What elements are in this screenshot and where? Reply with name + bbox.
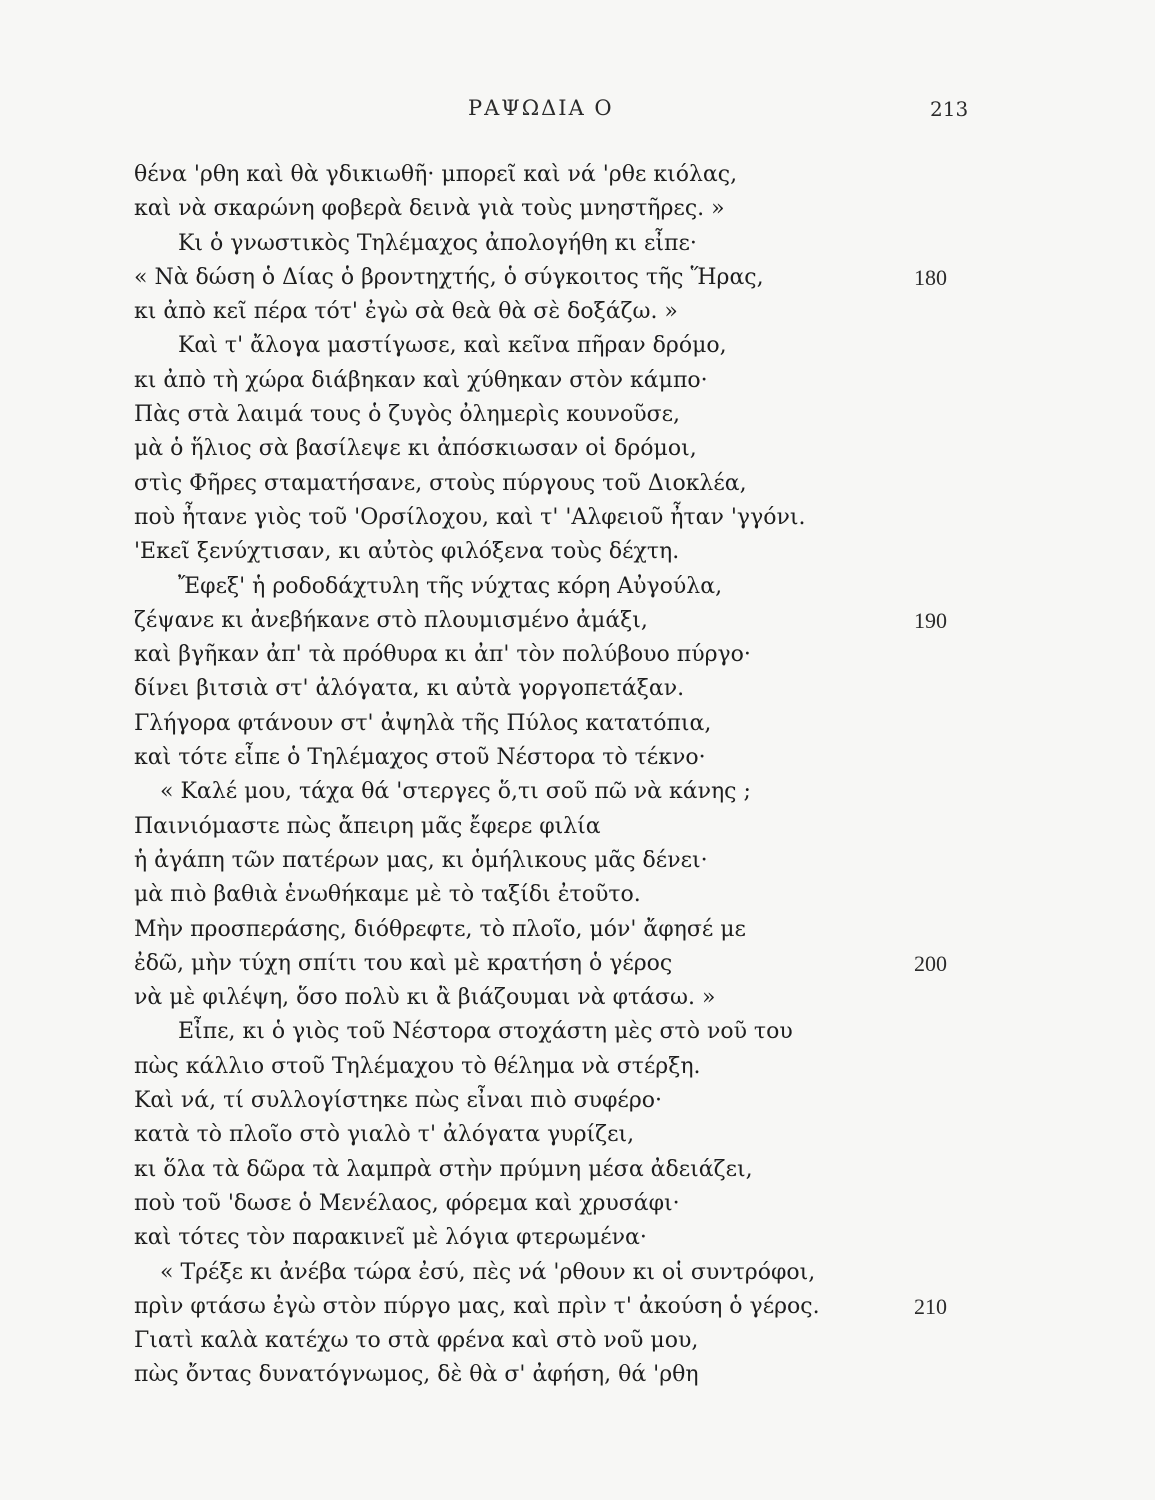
verse-line: [134, 1256, 974, 1290]
verse-text: κι ἀπὸ κεῖ πέρα τότ' ἐγὼ σὰ θεὰ θὰ σὲ δοξάζω. »: [134, 299, 678, 325]
verse-text: καὶ τότε εἶπε ὁ Τηλέμαχος στοῦ Νέστορα τὸ τέκνο·: [134, 745, 706, 771]
verse-line: [134, 672, 974, 706]
verse-text: « Καλέ μου, τάχα θά 'στεργες ὅ,τι σοῦ πῶ νὰ κάνης ;: [160, 779, 751, 805]
verse-line: [134, 570, 974, 604]
verse-text: Ἔφεξ' ἡ ροδοδάχτυλη τῆς νύχτας κόρη Αὐγούλα,: [178, 573, 723, 599]
verse-line: [134, 535, 974, 569]
verse-line: [134, 158, 974, 192]
verse-text: ἐδῶ, μὴν τύχη σπίτι του καὶ μὲ κρατήση ὁ γέρος: [134, 950, 673, 976]
verse-line: [134, 1221, 974, 1255]
verse-text: πρὶν φτάσω ἐγὼ στὸν πύργο μας, καὶ πρὶν τ' ἀκούση ὁ γέρος.: [134, 1293, 820, 1319]
verse-text: 'Εκεῖ ξενύχτισαν, κι αὐτὸς φιλόξενα τοὺς δέχτη.: [134, 539, 680, 565]
verse-text: καὶ τότες τὸν παρακινεῖ μὲ λόγια φτερωμένα·: [134, 1225, 647, 1251]
verse-text: κι ἀπὸ τὴ χώρα διάβηκαν καὶ χύθηκαν στὸν κάμπο·: [134, 367, 708, 393]
verse-text: κι ὅλα τὰ δῶρα τὰ λαμπρὰ στὴν πρύμνη μέσα ἀδειάζει,: [134, 1156, 753, 1182]
verse-line: [134, 1118, 974, 1152]
verse-text: καὶ βγῆκαν ἀπ' τὰ πρόθυρα κι ἀπ' τὸν πολύβουο πύργο·: [134, 642, 751, 668]
verse-line: [134, 844, 974, 878]
verse-text: ζέψανε κι ἀνεβήκανε στὸ πλουμισμένο ἀμάξι,: [134, 607, 648, 633]
line-number: 180: [914, 264, 947, 290]
verse-text: μὰ ὁ ἥλιος σὰ βασίλεψε κι ἀπόσκιωσαν οἱ δρόμοι,: [134, 436, 697, 462]
verse-line: [134, 1290, 974, 1324]
verse-line: [134, 604, 974, 638]
verse-text: Πὰς στὰ λαιμά τους ὁ ζυγὸς ὀλημερὶς κουνοῦσε,: [134, 402, 681, 428]
verse-line: [134, 1187, 974, 1221]
verse-line: [134, 810, 974, 844]
verse-text: Καὶ νά, τί συλλογίστηκε πὼς εἶναι πιὸ συφέρο·: [134, 1088, 662, 1114]
verse-line: [134, 227, 974, 261]
verse-line: [134, 741, 974, 775]
verse-line: [134, 364, 974, 398]
line-number: 190: [914, 607, 947, 633]
verse-line: [134, 1050, 974, 1084]
verse-text: θένα 'ρθη καὶ θὰ γδικιωθῆ· μπορεῖ καὶ νά 'ρθε κιόλας,: [134, 162, 738, 187]
verse-text: δίνει βιτσιὰ στ' ἀλόγατα, κι αὐτὰ γοργοπετάξαν.: [134, 676, 685, 702]
verse-line: [134, 1324, 974, 1358]
verse-line: [134, 878, 974, 912]
verse-text: Εἶπε, κι ὁ γιὸς τοῦ Νέστορα στοχάστη μὲς στὸ νοῦ του: [178, 1019, 793, 1045]
verse-block: [134, 158, 974, 1393]
verse-line: [134, 638, 974, 672]
verse-line: [134, 261, 974, 295]
verse-text: Παινιόμαστε πὼς ἄπειρη μᾶς ἔφερε φιλία: [134, 813, 601, 839]
verse-line: [134, 775, 974, 809]
verse-text: κατὰ τὸ πλοῖο στὸ γιαλὸ τ' ἀλόγατα γυρίζει,: [134, 1122, 635, 1148]
running-header-title: ΡΑΨΩΔΙΑ Ο: [468, 96, 614, 120]
verse-line: [134, 947, 974, 981]
verse-text: Καὶ τ' ἄλογα μαστίγωσε, καὶ κεῖνα πῆραν δρόμο,: [178, 333, 727, 359]
verse-text: « Νὰ δώση ὁ Δίας ὁ βροντηχτής, ὁ σύγκοιτος τῆς Ἥρας,: [134, 264, 764, 290]
verse-line: [134, 1358, 974, 1392]
page-number: 213: [930, 97, 969, 121]
line-number: 210: [914, 1293, 947, 1319]
verse-text: Μὴν προσπεράσης, διόθρεφτε, τὸ πλοῖο, μόν' ἄφησέ με: [134, 916, 746, 942]
verse-line: [134, 707, 974, 741]
verse-text: « Τρέξε κι ἀνέβα τώρα ἐσύ, πὲς νά 'ρθουν κι οἱ συντρόφοι,: [160, 1259, 816, 1285]
verse-line: [134, 398, 974, 432]
verse-line: [134, 1084, 974, 1118]
verse-text: πὼς ὄντας δυνατόγνωμος, δὲ θὰ σ' ἀφήση, θά 'ρθη: [134, 1362, 699, 1388]
line-number: 200: [914, 950, 947, 976]
verse-line: [134, 1015, 974, 1049]
verse-line: [134, 192, 974, 226]
verse-line: [134, 329, 974, 363]
verse-text: στὶς Φῆρες σταματήσανε, στοὺς πύργους τοῦ Διοκλέα,: [134, 470, 747, 496]
verse-line: [134, 1153, 974, 1187]
verse-line: [134, 501, 974, 535]
verse-line: [134, 981, 974, 1015]
verse-text: ποὺ τοῦ 'δωσε ὁ Μενέλαος, φόρεμα καὶ χρυσάφι·: [134, 1190, 680, 1216]
verse-text: ποὺ ἦτανε γιὸς τοῦ 'Ορσίλοχου, καὶ τ' 'Αλφειοῦ ἦταν 'γγόνι.: [134, 504, 806, 530]
verse-line: [134, 913, 974, 947]
verse-text: ἡ ἀγάπη τῶν πατέρων μας, κι ὁμήλικους μᾶς δένει·: [134, 847, 708, 873]
verse-line: [134, 467, 974, 501]
verse-line: [134, 432, 974, 466]
verse-text: πὼς κάλλιο στοῦ Τηλέμαχου τὸ θέλημα νὰ στέρξη.: [134, 1053, 701, 1079]
verse-text: Κι ὁ γνωστικὸς Τηλέμαχος ἀπολογήθη κι εἶπε·: [178, 230, 697, 256]
verse-text: καὶ νὰ σκαρώνη φοβερὰ δεινὰ γιὰ τοὺς μνηστῆρες. »: [134, 196, 725, 222]
verse-line: [134, 295, 974, 329]
verse-text: Γιατὶ καλὰ κατέχω το στὰ φρένα καὶ στὸ νοῦ μου,: [134, 1328, 699, 1354]
verse-text: μὰ πιὸ βαθιὰ ἑνωθήκαμε μὲ τὸ ταξίδι ἐτοῦτο.: [134, 882, 641, 908]
verse-text: Γλήγορα φτάνουν στ' ἀψηλὰ τῆς Πύλος κατατόπια,: [134, 710, 712, 736]
verse-text: νὰ μὲ φιλέψη, ὅσο πολὺ κι ἂ βιάζουμαι νὰ φτάσω. »: [134, 985, 716, 1011]
